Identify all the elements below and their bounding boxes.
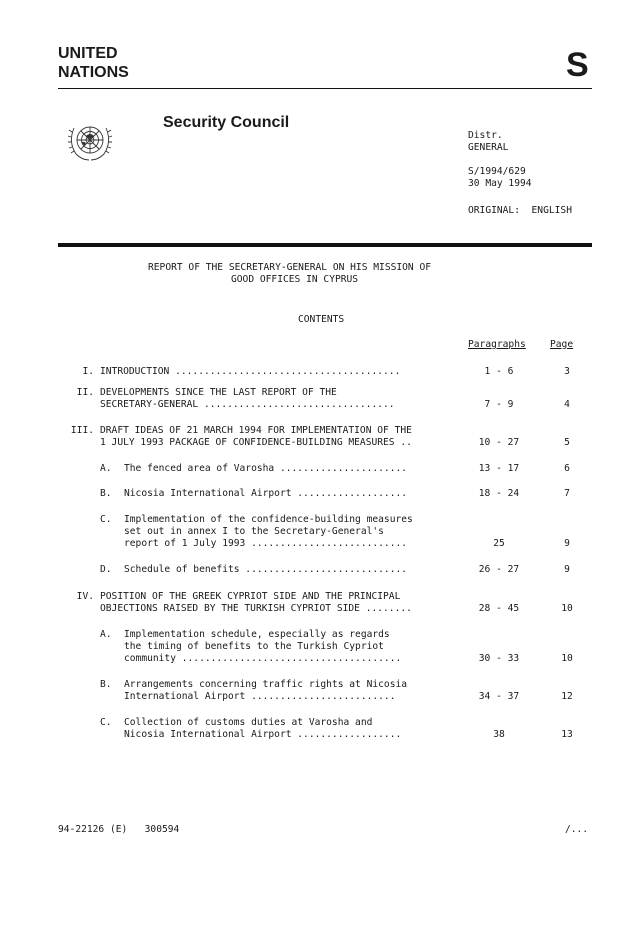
toc-entry-text: POSITION OF THE GREEK CYPRIOT SIDE AND THE PRINCIPAL [100, 591, 401, 602]
toc-entry-text: Collection of customs duties at Varosha and [124, 717, 373, 728]
toc-entry-page: 6 [564, 463, 570, 474]
document-symbol: S/1994/629 [468, 166, 526, 177]
toc-entry-page: 7 [564, 488, 570, 499]
toc-entry-page: 5 [564, 437, 570, 448]
toc-entry-paragraphs: 1 - 6 [484, 366, 514, 377]
toc-entry-number: D. [100, 564, 112, 575]
toc-entry-page: 10 [561, 603, 573, 614]
toc-entry-paragraphs: 10 - 27 [478, 437, 520, 448]
toc-entry-page: 13 [561, 729, 573, 740]
toc-entry-paragraphs: 26 - 27 [478, 564, 520, 575]
series-letter: S [566, 46, 589, 84]
toc-entry-text: community ...................................... [124, 653, 402, 664]
toc-entry-page: 10 [561, 653, 573, 664]
toc-entry-number: IV. [76, 591, 94, 602]
toc-entry-page: 3 [564, 366, 570, 377]
job-number: 94-22126 (E) 300594 [58, 824, 180, 835]
toc-entry-text: 1 JULY 1993 PACKAGE OF CONFIDENCE-BUILDING MEASURES .. [100, 437, 412, 448]
org-name-line2: NATIONS [58, 64, 129, 81]
un-emblem-icon [62, 118, 118, 166]
toc-entry-text: OBJECTIONS RAISED BY THE TURKISH CYPRIOT SIDE ........ [100, 603, 412, 614]
toc-entry-text: report of 1 July 1993 ........................... [124, 538, 408, 549]
toc-entry-text: SECRETARY-GENERAL ................................. [100, 399, 395, 410]
toc-entry-text: the timing of benefits to the Turkish Cypriot [124, 641, 384, 652]
toc-entry-number: C. [100, 717, 112, 728]
toc-entry-text: Implementation schedule, especially as regards [124, 629, 390, 640]
toc-entry-number: A. [100, 463, 112, 474]
toc-entry-text: set out in annex I to the Secretary-General's [124, 526, 384, 537]
toc-entry-paragraphs: 7 - 9 [484, 399, 514, 410]
toc-entry-text: DEVELOPMENTS SINCE THE LAST REPORT OF THE [100, 387, 337, 398]
toc-entry-text: Arrangements concerning traffic rights at Nicosia [124, 679, 408, 690]
toc-entry-paragraphs: 13 - 17 [478, 463, 520, 474]
toc-entry-paragraphs: 25 [493, 538, 505, 549]
toc-entry-page: 9 [564, 538, 570, 549]
toc-entry-text: The fenced area of Varosha ...................... [124, 463, 408, 474]
org-name-line1: UNITED [58, 45, 118, 62]
continuation-mark: /... [565, 824, 589, 835]
toc-entry-number: B. [100, 679, 112, 690]
toc-entry-paragraphs: 28 - 45 [478, 603, 520, 614]
toc-entry-paragraphs: 18 - 24 [478, 488, 520, 499]
header-rule [58, 88, 592, 89]
toc-entry-number: A. [100, 629, 112, 640]
toc-entry-page: 4 [564, 399, 570, 410]
original-language: ORIGINAL: ENGLISH [468, 205, 572, 216]
distr-value: GENERAL [468, 142, 509, 153]
toc-entry-paragraphs: 38 [493, 729, 505, 740]
distr-label: Distr. [468, 130, 503, 141]
toc-entry-text: Nicosia International Airport .................. [124, 729, 402, 740]
toc-entry-page: 9 [564, 564, 570, 575]
toc-entry-paragraphs: 34 - 37 [478, 691, 520, 702]
contents-heading: CONTENTS [298, 314, 345, 325]
toc-entry-text: Nicosia International Airport ................... [124, 488, 408, 499]
body-name: Security Council [163, 114, 290, 131]
toc-entry-paragraphs: 30 - 33 [478, 653, 520, 664]
toc-entry-number: B. [100, 488, 112, 499]
title-rule [58, 243, 592, 247]
toc-entry-text: INTRODUCTION ....................................... [100, 366, 401, 377]
toc-entry-text: Implementation of the confidence-building measures [124, 514, 413, 525]
toc-col-page: Page [550, 339, 574, 350]
report-title-line1: REPORT OF THE SECRETARY-GENERAL ON HIS MISSION OF [148, 262, 432, 273]
toc-entry-number: C. [100, 514, 112, 525]
toc-entry-number: II. [76, 387, 94, 398]
toc-entry-page: 12 [561, 691, 573, 702]
document-date: 30 May 1994 [468, 178, 532, 189]
toc-entry-text: International Airport ......................... [124, 691, 396, 702]
toc-entry-number: III. [70, 425, 94, 436]
toc-col-paragraphs: Paragraphs [468, 339, 526, 350]
toc-entry-text: Schedule of benefits ............................ [124, 564, 408, 575]
toc-entry-number: I. [82, 366, 94, 377]
report-title-line2: GOOD OFFICES IN CYPRUS [231, 274, 359, 285]
toc-entry-text: DRAFT IDEAS OF 21 MARCH 1994 FOR IMPLEMENTATION OF THE [100, 425, 412, 436]
